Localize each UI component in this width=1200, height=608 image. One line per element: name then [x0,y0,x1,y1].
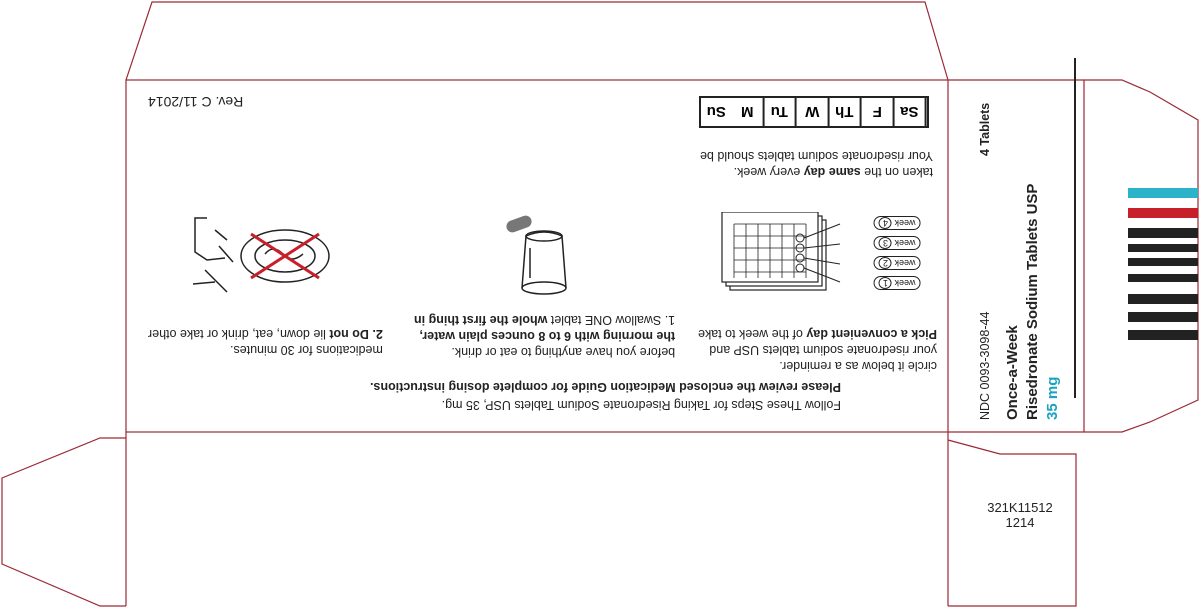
black-bar-7 [1128,330,1198,340]
day-tuesday: Tu [764,98,797,126]
day-saturday: Sa [894,98,927,126]
calendar-icon [720,212,846,296]
color-bar-code [1124,170,1200,340]
black-bar-6 [1128,312,1198,322]
step-pick-day: circle it below as a reminder. your risedronate sodium tablets USP and Pick a convenient day of the week to take [698,327,938,373]
black-bar-3 [1128,258,1198,266]
red-bar [1128,208,1198,218]
follow-steps-text: Follow These Steps for Taking Risedronate Sodium Tablets USP, 35 mg. [441,398,841,412]
no-food-icon [185,210,335,300]
revision-text: Rev. C 11/2014 [148,94,244,110]
day-wednesday: W [797,98,830,126]
week-badge-4: week 4 [874,216,921,230]
week-badge-1: week 1 [874,276,921,290]
week-badges [840,214,930,292]
code-line2: 1214 [1005,515,1035,530]
water-glass-icon [500,212,580,302]
black-bar-2 [1128,244,1198,252]
review-guide-text: Please review the enclosed Medication Guide for complete dosing instructions. [370,380,841,394]
tablet-count: 4 Tablets [978,102,992,156]
day-sunday: Su [706,103,726,121]
day-monday: M [732,98,765,126]
step-1-text: before you have anything to eat or drink. the morning with 6 to 8 ounces plain water, 1. Swallow ONE tablet whole the first thing in [414,313,676,359]
same-day-note [700,148,933,180]
side-panel [946,80,1082,432]
week-badge-2: week 2 [874,256,921,270]
product-line2: Risedronate Sodium Tablets USP [1024,183,1041,420]
code-line1: 321K11512 [987,500,1053,515]
same-day-line1: Your risedronate sodium tablets should be [700,149,934,163]
black-bar-5 [1128,294,1198,304]
strength-text: 35 mg [1044,376,1061,420]
black-bar-1 [1128,228,1198,238]
cyan-bar [1128,188,1198,198]
week-badge-3: week 3 [874,236,921,250]
day-selector [699,96,929,128]
instructions-header [370,378,841,414]
same-day-line2: taken on the same day every week. [733,165,934,179]
day-friday: F [862,98,895,126]
tablet-icon [505,214,534,234]
day-thursday: Th [829,98,862,126]
step-2-text: medications for 30 minutes. 2. Do not lie down, eat, drink or take other [148,327,383,357]
ndc-number: NDC 0093-3098-44 [978,311,992,420]
black-bar-4 [1128,274,1198,282]
side-panel-rule [1074,58,1076,398]
product-code [960,500,1080,530]
product-line1: Once-a-Week [1004,325,1021,420]
